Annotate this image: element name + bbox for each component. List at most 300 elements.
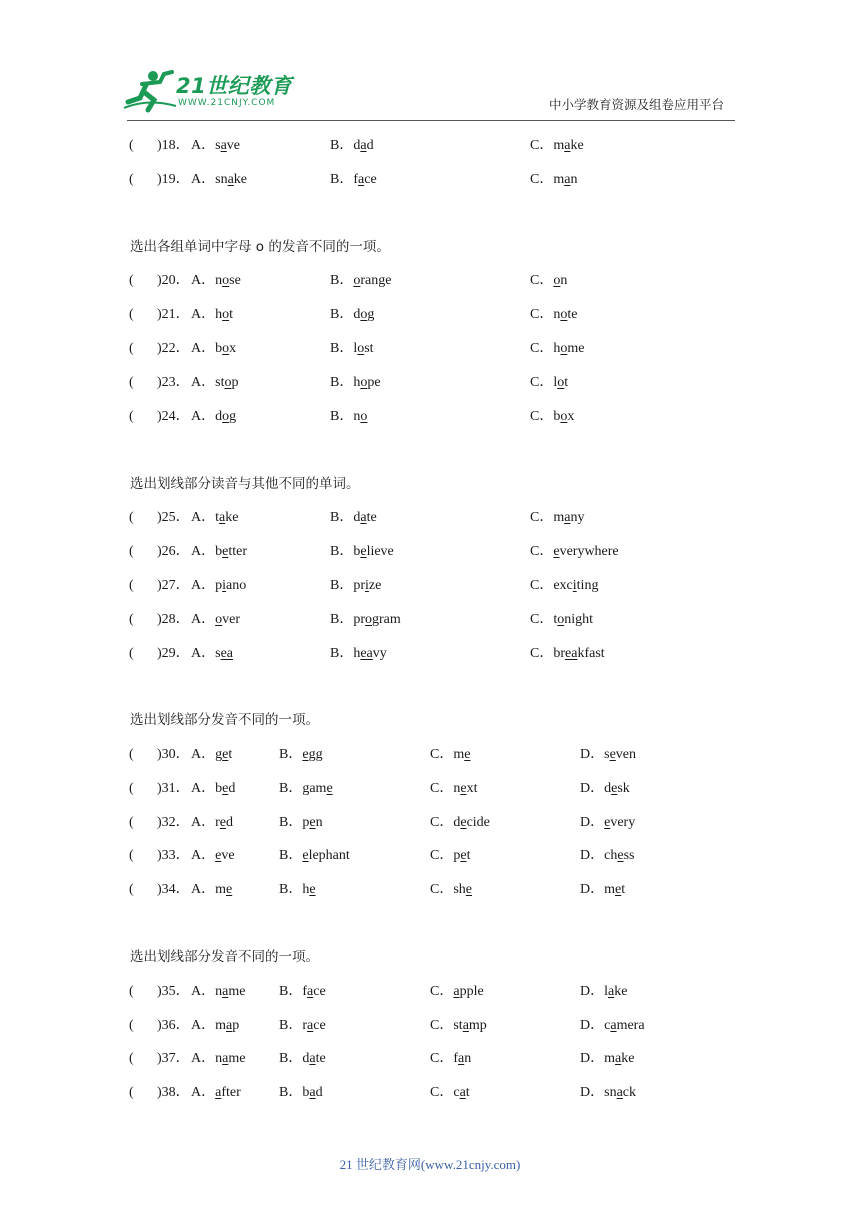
option [279,1082,323,1104]
underlined-letters: a [564,510,571,525]
option [330,541,394,563]
word-part: d [353,138,361,153]
answer-paren: ( [129,1085,134,1100]
word-part: ny [570,510,585,525]
underlined-letters: a [564,138,571,153]
word-part: very [610,815,636,830]
word-part: pe [367,375,381,390]
option [330,304,374,326]
word-part: b [215,341,223,356]
answer-paren: ( [129,848,134,863]
option [330,372,381,394]
option [430,879,472,901]
option [191,1048,245,1070]
option [279,1048,326,1070]
option-letter: C． [430,781,454,796]
question-number: )25． [157,510,190,525]
question-number: )19． [157,172,190,187]
option [330,575,381,597]
option-letter: B． [330,138,354,153]
option-letter: D． [580,747,605,762]
option-letter: A． [191,848,216,863]
word-part: ke [614,984,628,999]
word-part: c [604,1018,611,1033]
section-heading: 选出划线部分读音与其他不同的单词。 [130,476,360,492]
question-number: )31． [157,781,190,796]
question-row [0,169,860,191]
section-heading: 选出划线部分发音不同的一项。 [130,712,319,728]
word-part: t [466,848,471,863]
answer-paren: ( [129,1051,134,1066]
word-part: d [215,409,223,424]
word-part: m [604,1051,616,1066]
word-part: st [453,1018,463,1033]
option [530,609,593,631]
option-letter: D． [580,984,605,999]
option-letter: B． [279,1085,303,1100]
word-part: b [553,409,561,424]
word-part: range [360,273,392,288]
option-letter: B． [330,273,354,288]
question-row [0,406,860,428]
question-row [0,778,860,800]
option-letter: C． [530,612,554,627]
underlined-letters: a [564,172,571,187]
underlined-letters: a [458,1051,465,1066]
underlined-letters: o [560,341,568,356]
option [330,609,401,631]
question-number: )34． [157,882,190,897]
option [279,981,326,1003]
word-part: m [553,510,565,525]
word-part: p [302,815,310,830]
option [430,845,470,867]
underlined-letters: o [560,307,568,322]
answer-paren: ( [129,1018,134,1033]
option-letter: C． [530,544,554,559]
word-part: st [215,375,225,390]
word-part: gg [308,747,323,762]
option-letter: A． [191,646,216,661]
word-part: l [553,375,558,390]
question-row [0,643,860,665]
option-letter: A． [191,544,216,559]
word-part: st [364,341,374,356]
underlined-letters: o [222,341,230,356]
underlined-letters: e [309,815,316,830]
underlined-letters: a [459,1085,466,1100]
underlined-letters: a [226,1018,233,1033]
question-row [0,338,860,360]
word-part: r [215,815,220,830]
option-letter: A． [191,1051,216,1066]
section-heading: 选出各组单词中字母 o 的发音不同的一项。 [130,239,390,255]
option [191,169,247,191]
option [191,541,247,563]
word-part: m [453,747,465,762]
answer-paren: ( [129,646,134,661]
question-number: )35． [157,984,190,999]
underlined-letters: i [572,578,577,593]
option [330,169,377,191]
option-letter: A． [191,578,216,593]
underlined-letters: o [365,612,373,627]
footer-text: 21 世纪教育网(www.21cnjy.com) [339,1157,521,1172]
option [191,643,233,665]
underlined-letters: o [557,612,565,627]
underlined-letters: a [615,1051,622,1066]
word-part: s [215,138,221,153]
underlined-letters: a [608,984,615,999]
word-part: p [215,578,223,593]
option-letter: C． [430,815,454,830]
option [530,338,584,360]
question-row [0,1015,860,1037]
word-part: d [228,781,236,796]
runner-logo-icon [120,68,180,116]
option-letter: D． [580,848,605,863]
option [430,744,470,766]
option [430,1048,471,1070]
word-part: n [315,815,323,830]
word-part: g [229,409,237,424]
word-part: f [353,172,359,187]
word-part: n [453,781,461,796]
option-letter: B． [330,612,354,627]
option-letter: B． [330,646,354,661]
question-number: )23． [157,375,190,390]
underlined-letters: ea [360,646,373,661]
word-part: me [567,341,585,356]
underlined-letters: e [464,747,471,762]
underlined-letters: e [615,882,622,897]
option-letter: D． [580,1051,605,1066]
underlined-letters: o [360,409,368,424]
site-logo [120,68,293,116]
question-row [0,304,860,326]
underlined-letters: e [222,781,229,796]
option [430,778,477,800]
underlined-letters: a [307,984,314,999]
word-part: ting [576,578,599,593]
word-part: n [215,984,223,999]
question-number: )36． [157,1018,190,1033]
question-row [0,575,860,597]
option-letter: A． [191,1085,216,1100]
word-part: g [215,747,223,762]
answer-paren: ( [129,815,134,830]
underlined-letters: o [557,375,565,390]
word-part: ke [225,510,239,525]
underlined-letters: e [360,544,367,559]
option [191,744,232,766]
option [330,270,391,292]
answer-paren: ( [129,138,134,153]
option-letter: C． [530,341,554,356]
underlined-letters: a [610,1018,617,1033]
underlined-letters: a [215,1085,222,1100]
option [191,981,245,1003]
question-number: )22． [157,341,190,356]
option [530,575,598,597]
word-part: gam [302,781,327,796]
question-number: )30． [157,747,190,762]
underlined-letters: a [358,172,365,187]
question-number: )18． [157,138,190,153]
word-part: x [567,409,575,424]
word-part: xt [466,781,478,796]
underlined-letters: e [302,848,309,863]
option [530,372,568,394]
word-part: ve [226,138,241,153]
answer-paren: ( [129,612,134,627]
word-part: lephant [308,848,350,863]
option-letter: A． [191,747,216,762]
word-part: b [302,1085,310,1100]
option-letter: B． [330,578,354,593]
answer-paren: ( [129,984,134,999]
word-part: night [564,612,594,627]
option [191,879,232,901]
word-part: t [229,307,234,322]
option-letter: B． [279,747,303,762]
word-part: cide [466,815,490,830]
word-part: x [229,341,237,356]
word-part: t [215,510,220,525]
answer-paren: ( [129,510,134,525]
answer-paren: ( [129,544,134,559]
word-part: fter [221,1085,241,1100]
underlined-letters: a [462,1018,469,1033]
option-letter: A． [191,781,216,796]
underlined-letters: o [353,273,361,288]
section-heading: 选出划线部分发音不同的一项。 [130,949,319,965]
option [191,609,240,631]
option [530,541,619,563]
word-part: l [353,341,358,356]
option-letter: A． [191,1018,216,1033]
underlined-letters: e [611,781,618,796]
underlined-letters: o [553,273,561,288]
underlined-letters: e [460,781,467,796]
option-letter: B． [330,341,354,356]
question-row [0,879,860,901]
option-letter: A． [191,138,216,153]
underlined-letters: e [609,747,616,762]
word-part: f [453,1051,459,1066]
option [430,981,484,1003]
word-part: p [453,848,461,863]
option [580,879,625,901]
word-part: br [553,646,566,661]
word-part: h [553,341,561,356]
word-part: f [302,984,308,999]
word-part: m [604,882,616,897]
question-number: )21． [157,307,190,322]
option-letter: B． [279,984,303,999]
option-letter: A． [191,409,216,424]
word-part: se [229,273,241,288]
word-part: s [215,646,221,661]
option [279,845,350,867]
word-part: p [232,1018,240,1033]
option [191,372,238,394]
option-letter: B． [279,848,303,863]
word-part: g [367,307,375,322]
word-part: n [215,1051,223,1066]
question-number: )24． [157,409,190,424]
option [191,1015,239,1037]
question-row [0,270,860,292]
option-letter: D． [580,1085,605,1100]
underlined-letters: o [560,409,568,424]
option [580,1015,645,1037]
underlined-letters: a [360,138,367,153]
word-part: d [302,1051,310,1066]
option [580,845,634,867]
answer-paren: ( [129,341,134,356]
word-part: mera [616,1018,645,1033]
option-letter: D． [580,1018,605,1033]
option [430,1015,487,1037]
header-divider [127,120,735,121]
option [191,406,236,428]
question-row [0,1082,860,1104]
option-letter: A． [191,815,216,830]
option [330,338,374,360]
option-letter: C． [430,1085,454,1100]
option [330,507,377,529]
option-letter: C． [530,307,554,322]
underlined-letters: a [222,984,229,999]
word-part: exc [553,578,573,593]
option [580,981,627,1003]
option-letter: B． [279,815,303,830]
word-part: r [302,1018,308,1033]
word-part: n [560,273,568,288]
word-part: d [353,510,361,525]
option [191,135,240,157]
word-part: m [553,172,565,187]
word-part: ch [604,848,618,863]
answer-paren: ( [129,273,134,288]
underlined-letters: i [365,578,369,593]
answer-paren: ( [129,375,134,390]
underlined-letters: e [460,848,467,863]
option-letter: A． [191,273,216,288]
question-number: )27． [157,578,190,593]
header-tagline: 中小学教育资源及组卷应用平台 [549,97,725,112]
word-part: ve [221,848,235,863]
word-part: lieve [366,544,394,559]
option [279,778,333,800]
option [279,812,323,834]
question-number: )32． [157,815,190,830]
word-part: c [453,1085,460,1100]
word-part: ss [623,848,635,863]
word-part: pple [459,984,484,999]
question-number: )37． [157,1051,190,1066]
word-part: mp [468,1018,487,1033]
word-part: d [315,1085,323,1100]
option [530,304,577,326]
option-letter: C． [530,172,554,187]
question-row [0,541,860,563]
underlined-letters: a [453,984,460,999]
option-letter: A． [191,341,216,356]
underlined-letters: ea [565,646,578,661]
underlined-letters: a [219,510,226,525]
underlined-letters: a [309,1085,316,1100]
word-part: pr [353,612,366,627]
option-letter: C． [430,1018,454,1033]
answer-paren: ( [129,747,134,762]
option [279,1015,326,1037]
word-part: b [215,544,223,559]
word-part: t [564,375,569,390]
underlined-letters: e [219,815,227,830]
answer-paren: ( [129,307,134,322]
word-part: d [453,815,461,830]
underlined-letters: a [222,1051,229,1066]
word-part: vy [372,646,387,661]
word-part: h [353,375,361,390]
underlined-letters: e [553,544,560,559]
word-part: b [215,781,223,796]
word-part: sn [215,172,228,187]
option [580,1048,634,1070]
word-part: m [215,882,227,897]
question-number: )28． [157,612,190,627]
word-part: tter [228,544,247,559]
option-letter: C． [530,646,554,661]
word-part: ver [222,612,241,627]
question-row [0,812,860,834]
word-part: t [228,747,233,762]
word-part: h [353,646,361,661]
word-part: h [302,882,310,897]
question-row [0,507,860,529]
word-part: ke [233,172,248,187]
word-part: ke [621,1051,635,1066]
word-part: m [553,138,565,153]
word-part: l [604,984,609,999]
word-part: ze [368,578,382,593]
underlined-letters: a [307,1018,314,1033]
option-letter: C． [430,1051,454,1066]
option-letter: C． [530,578,554,593]
question-number: )38． [157,1085,190,1100]
option [279,879,316,901]
option [191,304,233,326]
question-row [0,1048,860,1070]
underlined-letters: e [604,815,611,830]
word-part: n [553,307,561,322]
option [430,812,490,834]
underlined-letters: e [326,781,333,796]
option-letter: B． [279,882,303,897]
option-letter: B． [330,172,354,187]
word-part: d [226,815,234,830]
word-part: n [215,273,223,288]
word-part: verywhere [559,544,619,559]
word-part: me [228,1051,246,1066]
word-part: s [604,747,610,762]
word-part: d [366,138,374,153]
question-row [0,981,860,1003]
underlined-letters: e [222,544,229,559]
option [430,1082,470,1104]
